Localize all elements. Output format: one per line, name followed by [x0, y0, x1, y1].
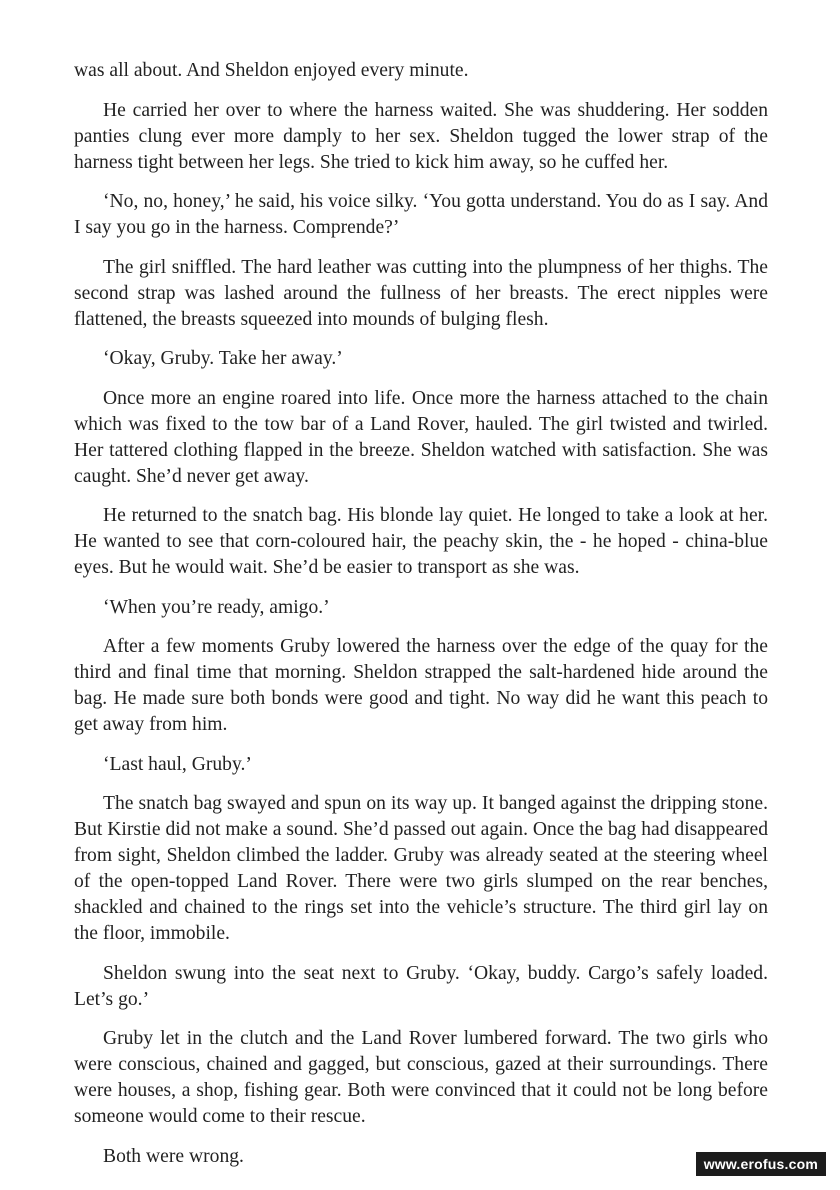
- paragraph-11: The snatch bag swayed and spun on its way up. It banged against the dripping stone. But Kirstie did not make a sound. She’d passed out again. Once the bag had disappeared from sight, Sheldon climbed the ladder. Gruby was already seated at the steering wheel of the open-topped Land Rover. There were two girls slumped on the rear benches, shackled and chained to the rings set into the vehicle’s structure. The third girl lay on the floor, immobile.: [74, 793, 768, 944]
- paragraph-5: ‘Okay, Gruby. Take her away.’: [103, 348, 343, 369]
- paragraph-9: After a few moments Gruby lowered the harness over the edge of the quay for the third and final time that morning. Sheldon strapped the salt-hardened hide around the bag. He made sure both bonds were good and tight. No way did he want this peach to get away from him.: [74, 636, 768, 735]
- paragraph-1: was all about. And Sheldon enjoyed every minute.: [74, 60, 469, 81]
- paragraph-3: ‘No, no, honey,’ he said, his voice silky. ‘You gotta understand. You do as I say. And I say you go in the harness. Comprende?’: [74, 191, 768, 238]
- paragraph-4: The girl sniffled. The hard leather was cutting into the plumpness of her thighs. The second strap was lashed around the fullness of her breasts. The erect nipples were flattened, the breasts squeezed into mounds of bulging flesh.: [74, 256, 768, 330]
- site-watermark: www.erofus.com: [696, 1152, 826, 1176]
- paragraph-14: Both were wrong.: [103, 1145, 244, 1167]
- paragraph-8: ‘When you’re ready, amigo.’: [103, 596, 330, 618]
- paragraph-12: Sheldon swung into the seat next to Gruby. ‘Okay, buddy. Cargo’s safely loaded. Let’s go.’: [74, 962, 768, 1010]
- paragraph-13: Gruby let in the clutch and the Land Rover lumbered forward. The two girls who were conscious, chained and gagged, but conscious, gazed at their surroundings. There were houses, a shop, fishing gear. Both were convinced that it could not be long before someone would come to their rescue.: [74, 1028, 768, 1127]
- paragraph-2: He carried her over to where the harness waited. She was shuddering. Her sodden panties clung ever more damply to her sex. Sheldon tugged the lower strap of the harness tight between her legs. She tried to kick him away, so he cuffed her.: [74, 99, 768, 173]
- paragraph-6: Once more an engine roared into life. Once more the harness attached to the chain which was fixed to the tow bar of a Land Rover, hauled. The girl twisted and twirled. Her tattered clothing flapped in the breeze. Sheldon watched with satisfaction. She was caught. She’d never get away.: [74, 387, 768, 487]
- book-page: [74, 58, 768, 1183]
- paragraph-10: ‘Last haul, Gruby.’: [103, 753, 252, 775]
- paragraph-7: He returned to the snatch bag. His blonde lay quiet. He longed to take a look at her. He wanted to see that corn-coloured hair, the peachy skin, the - he hoped - china-blue eyes. But he would wait. She’d be easier to transport as she was.: [74, 505, 768, 578]
